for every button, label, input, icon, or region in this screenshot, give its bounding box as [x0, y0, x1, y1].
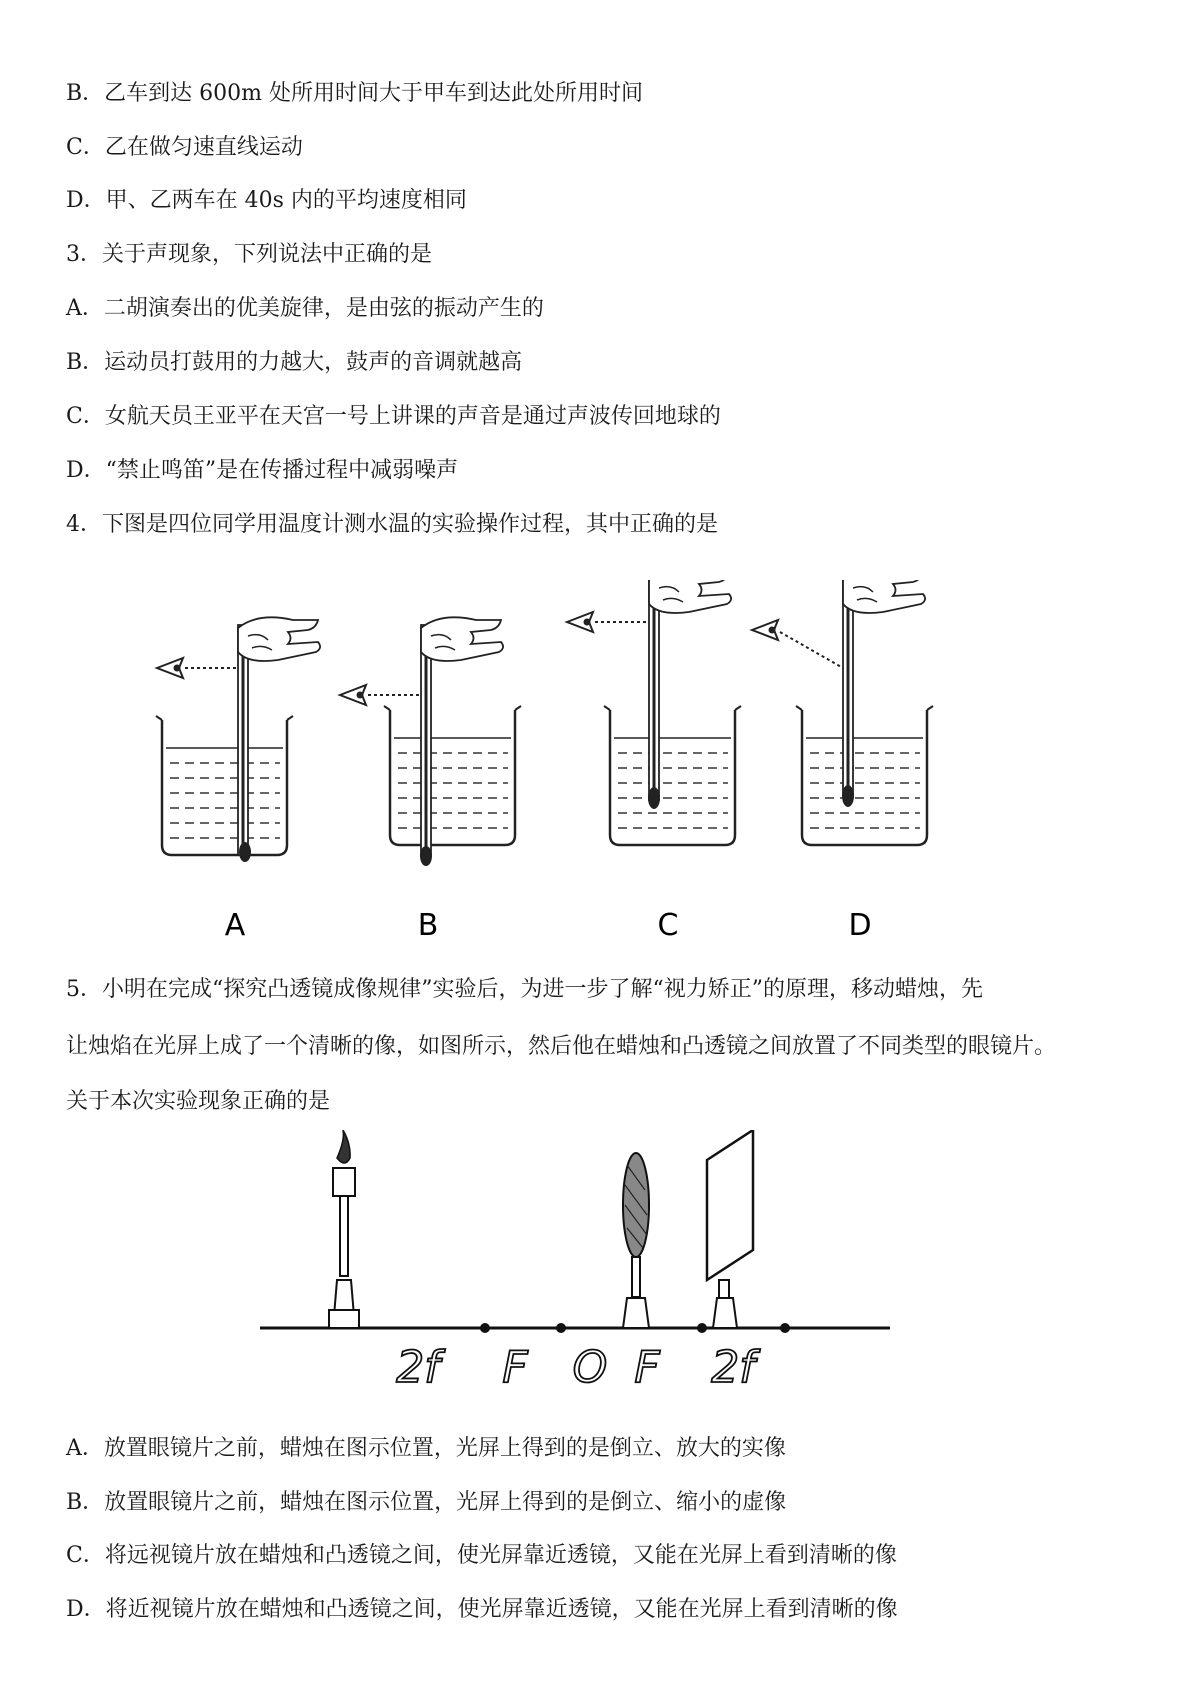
axis-label-f-right: F — [634, 1342, 660, 1390]
point-f-left — [556, 1323, 566, 1333]
q5-stem-line-1: 5．小明在完成“探究凸透镜成像规律”实验后，为进一步了解“视力矫正”的原理，移动蜡烛，先 — [66, 977, 983, 1002]
q5-option-c: C．将远视镜片放在蜡烛和凸透镜之间，使光屏靠近透镜，又能在光屏上看到清晰的像 — [66, 1543, 897, 1568]
q5-option-b: B．放置眼镜片之前，蜡烛在图示位置，光屏上得到的是倒立、缩小的虚像 — [66, 1490, 787, 1515]
q3-option-b: B．运动员打鼓用的力越大，鼓声的音调就越高 — [66, 350, 523, 375]
point-2f-right — [780, 1323, 790, 1333]
setup-c — [567, 580, 741, 845]
axis-label-f-left: F — [502, 1342, 528, 1390]
axis-label-o: O — [572, 1342, 608, 1390]
q2-option-b: B．乙车到达 600m 处所用时间大于甲车到达此处所用时间 — [66, 81, 644, 106]
convex-lens — [623, 1153, 649, 1328]
q3-option-c: C．女航天员王亚平在天宫一号上讲课的声音是通过声波传回地球的 — [66, 404, 721, 429]
q5-stem-line-2: 让烛焰在光屏上成了一个清晰的像，如图所示，然后他在蜡烛和凸透镜之间放置了不同类型的眼镜片。 — [66, 1034, 1057, 1059]
q3-stem: 3．关于声现象，下列说法中正确的是 — [66, 242, 432, 267]
setup-d — [752, 580, 933, 845]
q4-stem: 4．下图是四位同学用温度计测水温的实验操作过程，其中正确的是 — [66, 512, 718, 537]
axis-label-2f-left: 2f — [396, 1342, 440, 1390]
q3-option-d: D．“禁止鸣笛”是在传播过程中减弱噪声 — [66, 458, 459, 483]
q5-option-a: A．放置眼镜片之前，蜡烛在图示位置，光屏上得到的是倒立、放大的实像 — [66, 1436, 786, 1461]
q2-option-c: C．乙在做匀速直线运动 — [66, 135, 303, 160]
q2-option-d: D．甲、乙两车在 40s 内的平均速度相同 — [66, 188, 467, 213]
lens-figure — [255, 1130, 905, 1390]
figure-label-b: B — [417, 908, 439, 943]
q5-stem-line-3: 关于本次实验现象正确的是 — [66, 1089, 331, 1114]
setup-a — [156, 617, 320, 862]
candle — [329, 1130, 359, 1328]
q3-option-a: A．二胡演奏出的优美旋律，是由弦的振动产生的 — [66, 296, 544, 321]
figure-label-d: D — [848, 908, 872, 943]
point-f-right — [697, 1323, 707, 1333]
point-2f-left — [480, 1323, 490, 1333]
figure-label-c: C — [657, 908, 679, 943]
figure-label-a: A — [224, 908, 246, 943]
axis-label-2f-right: 2f — [711, 1342, 755, 1390]
setup-b — [340, 617, 521, 866]
light-screen — [707, 1130, 753, 1328]
thermometer-figure — [150, 580, 1050, 950]
q5-option-d: D．将近视镜片放在蜡烛和凸透镜之间，使光屏靠近透镜，又能在光屏上看到清晰的像 — [66, 1597, 898, 1622]
